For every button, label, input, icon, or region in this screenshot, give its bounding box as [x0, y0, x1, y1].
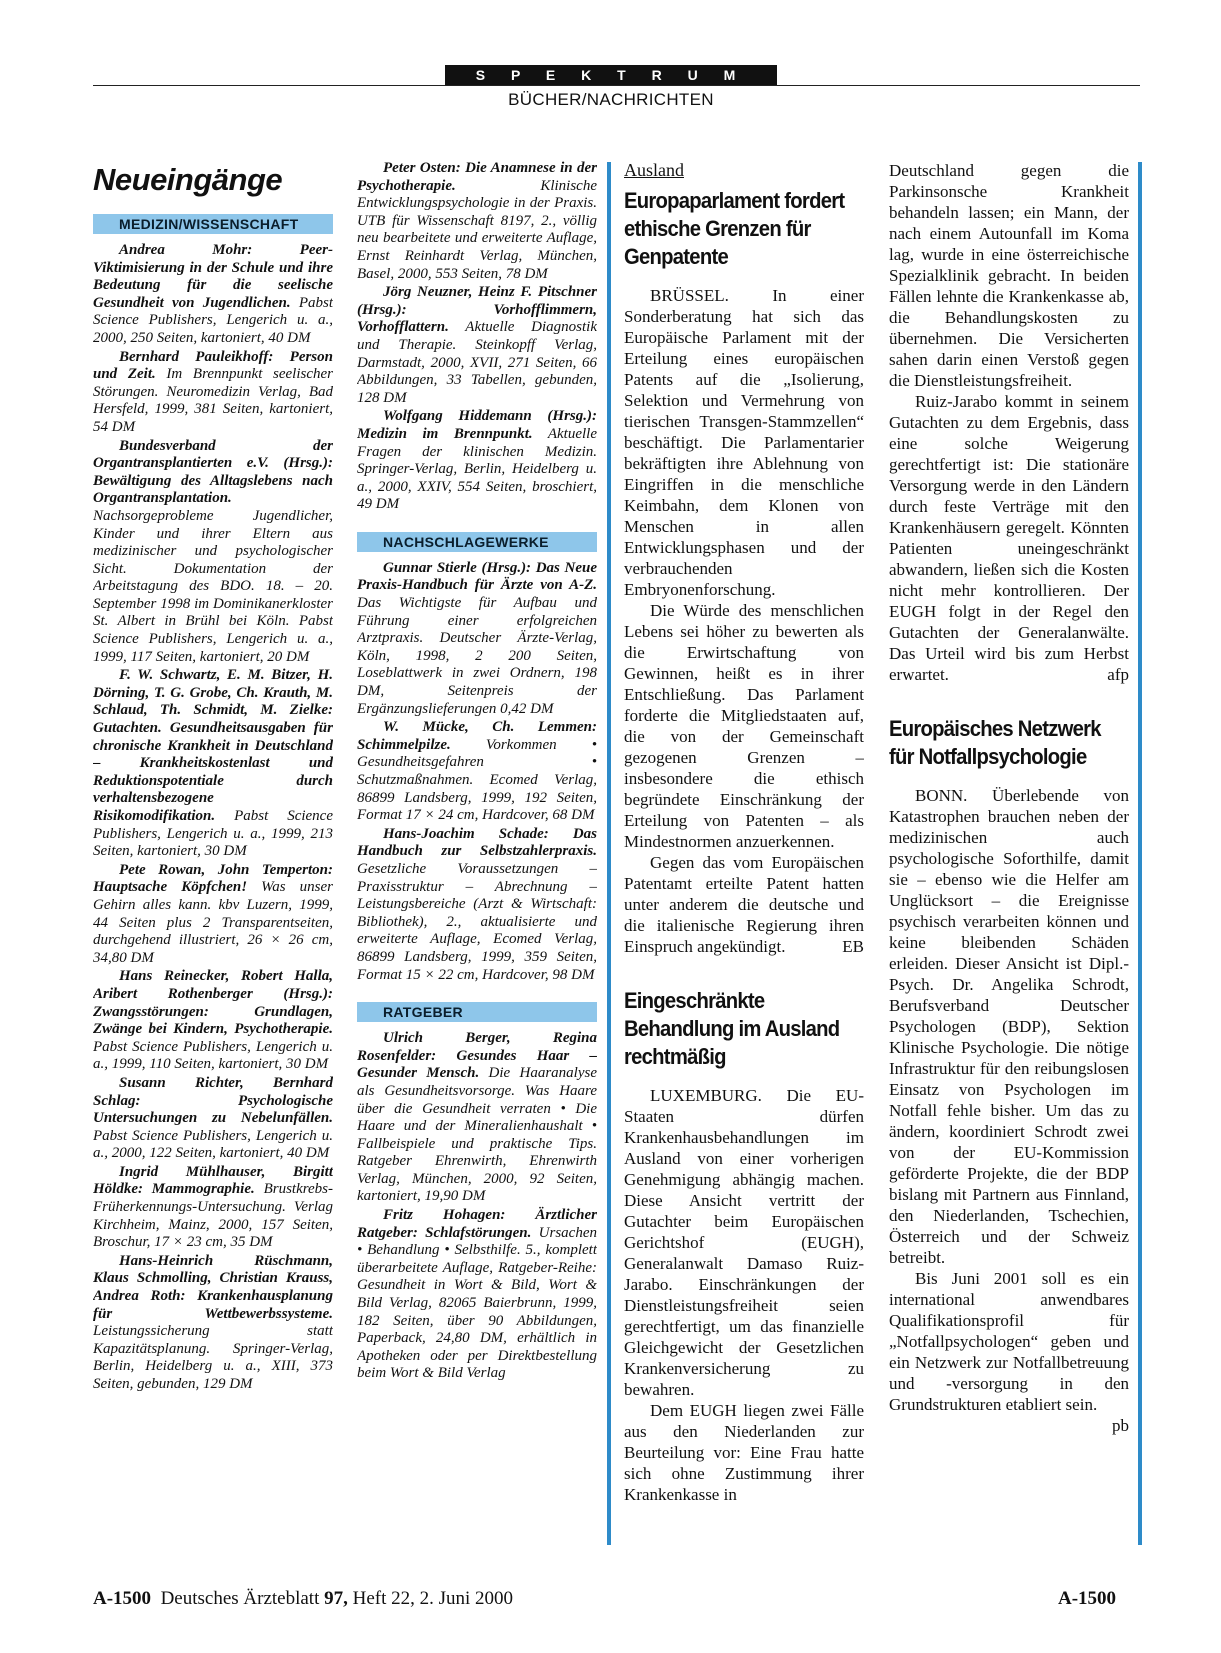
book-author-title: Fritz Hohagen: Ärztlicher Ratgeber: Schlafstörungen.: [357, 1207, 597, 1241]
article-title-notfallpsychologie: Europäisches Netzwerk für Notfallpsychologie: [889, 716, 1101, 769]
book-entry: [357, 1030, 597, 1206]
section-ratgeber: RATGEBER: [357, 1002, 597, 1022]
book-details: Klinische Entwicklungspsychologie in der Praxis. UTB für Wissenschaft 8197, 2., völlig neu bearbeitete und erweiterte Auflage, Ernst Reinhardt Verlag, München, Basel, 2000, 553 Seiten, 78 DM: [357, 177, 597, 282]
article-body-ausland: [624, 1085, 864, 1505]
book-entry: [357, 560, 597, 718]
book-details: Pabst Science Publishers, Lengerich u. a., 2000, 250 Seiten, kartoniert, 40 DM: [93, 294, 333, 346]
footer-citation: [93, 1588, 513, 1610]
column-news-1: [624, 160, 864, 1555]
book-entry: [357, 1207, 597, 1383]
entry-list-nachschlagewerke: [357, 560, 597, 984]
page-title: Neueingänge: [93, 162, 283, 197]
book-author-title: Wolfgang Hiddemann (Hrsg.): Medizin im Brennpunkt.: [357, 408, 597, 442]
column-divider-right: [1138, 162, 1142, 1545]
page-number-right: A-1500: [1058, 1588, 1117, 1609]
book-details: Pabst Science Publishers, Lengerich u. a., 2000, 122 Seiten, kartoniert, 40 DM: [93, 1127, 333, 1162]
book-entry: [93, 1075, 333, 1163]
paragraph: LUXEMBURG. Die EU-Staaten dürfen Krankenhausbehandlungen im Ausland von einer vorherigen Genehmigung abhängig machen. Diese Ansicht vertritt der Gutachter beim Europäischen Gerichtshof (EUGH), Generalanwalt Damaso Ruiz-Jarabo. Einschränkungen der Dienstleistungsfreiheit seien gerechtfertigt, um das finanzielle Gleichgewicht der Gesetzlichen Krankenversicherung zu bewahren.: [624, 1086, 864, 1399]
book-author-title: Hans-Heinrich Rüschmann, Klaus Schmolling, Christian Krauss, Andrea Roth: Krankenhausplanung für Wettbewerbssysteme.: [93, 1252, 333, 1322]
book-author-title: Gunnar Stierle (Hrsg.): Das Neue Praxis-Handbuch für Ärzte von A-Z.: [357, 559, 597, 594]
column-news-2: [889, 160, 1129, 1555]
paragraph: Deutschland gegen die Parkinsonsche Krankheit behandeln lassen; ein Mann, der nach einem Autounfall im Koma lag, wurde in eine österreichische Spezialklinik gebracht. In beiden Fällen lehnte die Krankenkasse ab, die Behandlungskosten zu übernehmen. Die Versicherten sahen darin einen Verstoß gegen die Dienstleistungsfreiheit.: [889, 161, 1129, 390]
signature: EB: [842, 937, 864, 956]
paragraph: Bis Juni 2001 soll es ein international anwendbares Qualifikationsprofil für „Notfallpsychologen“ geben und ein Netzwerk zur Notfallbetreuung und -versorgung in den Grundstrukturen etabliert sein. pb: [889, 1269, 1129, 1435]
subsection-label: BÜCHER/NACHRICHTEN: [508, 90, 714, 109]
book-entry: [357, 826, 597, 984]
signature: afp: [1107, 665, 1129, 684]
volume: 97,: [324, 1588, 348, 1609]
book-details: Nachsorgeprobleme Jugendlicher, Kinder und ihrer Eltern aus medizinischer und psychologischer Sicht. Dokumentation der Arbeitstagung des BDO. 18. – 20. September 1998 im Dominikanerkloster St. Albert in Brühl bei Köln. Pabst Science Publishers, Lengerich u. a., 1999, 117 Seiten, kartoniert, 20 DM: [93, 507, 333, 665]
paragraph: Dem EUGH liegen zwei Fälle aus den Niederlanden zur Beurteilung vor: Eine Frau hatte sich ohne Zustimmung ihrer Krankenkasse in: [624, 1401, 864, 1504]
book-details: Was unser Gehirn alles kann. kbv Luzern, 1999, 44 Seiten plus 2 Transparentseiten, durchgehend illustriert, 26 × 26 cm, 34,80 DM: [93, 879, 333, 966]
book-details: Aktuelle Diagnostik und Therapie. Steinkopff Verlag, Darmstadt, 2000, XVII, 271 Seiten, 66 Abbildungen, 33 Tabellen, gebunden, 128 DM: [357, 319, 597, 406]
article-title-ausland: Eingeschränkte Behandlung im Ausland rechtmäßig: [624, 988, 840, 1069]
book-author-title: Bundesverband der Organtransplantierten e.V. (Hrsg.): Bewältigung des Alltagslebens nach Organtransplantation.: [93, 437, 333, 507]
section-label: S P E K T R U M: [445, 65, 777, 85]
book-details: Leistungssicherung statt Kapazitätsplanung. Springer-Verlag, Berlin, Heidelberg u. a., XIII, 373 Seiten, gebunden, 129 DM: [93, 1323, 333, 1392]
book-entry: [357, 408, 597, 514]
book-author-title: Ulrich Berger, Regina Rosenfelder: Gesundes Haar – Gesunder Mensch.: [357, 1030, 597, 1082]
article-body-ausland-cont: [889, 160, 1129, 685]
book-details: Im Brennpunkt seelischer Störungen. Neuromedizin Verlag, Bad Hersfeld, 1999, 381 Seiten, kartoniert, 54 DM: [93, 366, 333, 435]
entry-list-medizin-cont: [357, 160, 597, 514]
book-details: Die Haaranalyse als Gesundheitsvorsorge. Was Haare über die Gesundheit verraten • Die Haare und der Mineralienhaushalt • Fallbeispiele und praktische Tips. Ratgeber Ehrenwirth, Ehrenwirth Verlag, München, 2000, 92 Seiten, kartoniert, 19,90 DM: [357, 1065, 597, 1205]
paragraph: Gegen das vom Europäischen Patentamt erteilte Patent hatten unter anderem die deutsche und die italienische Regierung ihren Einspruch angekündigt. EB: [624, 853, 864, 956]
book-entry: [357, 719, 597, 825]
paragraph: Die Würde des menschlichen Lebens sei höher zu bewerten als die Erwirtschaftung von Gewinnen, heißt es in ihrer Entschließung. Das Parlament forderte die Mitgliedstaaten auf, die von der Gemeinschaft gezogenen Grenzen – insbesondere die ethisch begründete Einschränkung der Erteilung von Patenten – als Mindestnormen anzuerkennen.: [624, 601, 864, 851]
section-medizin: MEDIZIN/WISSENSCHAFT: [93, 214, 333, 234]
book-details: Ursachen • Behandlung • Selbsthilfe. 5., komplett überarbeitete Auflage, Ratgeber-Reihe: Gesundheit in Wort & Bild, Wort & Bild Verlag, 82065 Baierbrunn, 1999, 182 Seiten, über 90 Abbildungen, Paperback, 24,80 DM, erhältlich in Apotheken oder per Direktbestellung beim Wort & Bild Verlag: [357, 1224, 597, 1382]
book-details: Das Wichtigste für Aufbau und Führung einer erfolgreichen Arztpraxis. Deutscher Ärzte-Verlag, Köln, 1998, 2 200 Seiten, Loseblattwerk in zwei Ordnern, 198 DM, Seitenpreis der Ergänzungslieferungen 0,42 DM: [357, 595, 597, 717]
book-entry: [93, 349, 333, 437]
paragraph: BONN. Überlebende von Katastrophen brauchen neben der medizinischen auch psychologische Soforthilfe, damit sie – ebenso wie die Helfer am Unglücksort – die Ereignisse psychisch verarbeiten können und keine bleibenden Schäden erleiden. Dieser Ansicht ist Dipl.-Psych. Dr. Angelika Schrodt, Berufsverband Deutscher Psychologen (BDP), Sektion Klinische Psychologie. Die nötige Infrastruktur für den reibungslosen Einsatz von Psychologen im Notfall fehle bisher. Um das zu ändern, koordiniert Schrodt zwei von der EU-Kommission geförderte Projekte, die der BDP bislang mit Partnern aus Finnland, den Niederlanden, Tschechien, Österreich und der Schweiz betreibt.: [889, 786, 1129, 1267]
page-number-left: A-1500: [93, 1588, 152, 1609]
column-divider-left: [607, 162, 611, 1545]
journal-name: Deutsches Ärzteblatt: [160, 1588, 320, 1609]
book-author-title: Andrea Mohr: Peer-Viktimisierung in der Schule und ihre Bedeutung für die seelische Gesundheit von Jugendlichen.: [93, 242, 333, 311]
book-details: Vorkommen • Gesundheitsgefahren • Schutzmaßnahmen. Ecomed Verlag, 86899 Landsberg, 1999, 192 Seiten, Format 17 × 24 cm, Hardcover, 68 DM: [357, 736, 597, 824]
book-author-title: Bernhard Pauleikhoff: Person und Zeit.: [93, 348, 333, 383]
book-author-title: Peter Osten: Die Anamnese in der Psychotherapie.: [357, 160, 597, 194]
book-author-title: Jörg Neuzner, Heinz F. Pitschner (Hrsg.): Vorhofflimmern, Vorhofflattern.: [357, 284, 597, 336]
book-author-title: W. Mücke, Ch. Lemmen: Schimmelpilze.: [357, 719, 597, 753]
book-details: Pabst Science Publishers, Lengerich u. a., 1999, 213 Seiten, kartoniert, 30 DM: [93, 808, 333, 860]
book-author-title: Hans-Joachim Schade: Das Handbuch zur Selbstzahlerpraxis.: [357, 825, 597, 860]
paragraph: Ruiz-Jarabo kommt in seinem Gutachten zu dem Ergebnis, dass eine solche Weigerung gerechtfertigt ist: Die stationäre Versorgung werde in den Ländern durch feste Verträge mit den Krankenhäusern geregelt. Könnten Patienten uneingeschränkt abwandern, ließen sich die Kosten nicht mehr kontrollieren. Der EUGH folgt in der Regel den Gutachten der Generalanwälte. Das Urteil wird bis zum Herbst erwartet. afp: [889, 392, 1129, 684]
book-author-title: Susann Richter, Bernhard Schlag: Psychologische Untersuchungen zu Nebelunfällen.: [93, 1074, 333, 1127]
entry-list-medizin: [93, 242, 333, 1394]
kicker-ausland: Ausland: [624, 160, 684, 180]
book-author-title: Pete Rowan, John Temperton: Hauptsache Köpfchen!: [93, 861, 333, 896]
book-entry: [93, 968, 333, 1074]
header-rule: [93, 85, 1140, 86]
section-nachschlagewerke: NACHSCHLAGEWERKE: [357, 532, 597, 552]
issue: Heft 22, 2. Juni 2000: [352, 1588, 514, 1609]
book-entry: [357, 160, 597, 283]
book-entry: [357, 284, 597, 407]
paragraph: BRÜSSEL. In einer Sonderberatung hat sich das Europäische Parlament mit der Erteilung eines europäischen Patents auf die „Isolierung, Selektion und Vermehrung von tierischen Transgen-Stammzellen“ beschäftigt. Die Parlamentarier bekräftigten ihre Ablehnung von Eingriffen in die menschliche Keimbahn, dem Klonen von Menschen in allen Entwicklungsphasen und der verbrauchenden Embryonenforschung.: [624, 286, 864, 599]
book-details: Gesetzliche Voraussetzungen – Praxisstruktur – Abrechnung – Leistungsbereiche (Arzt & Wirtschaft: Bibliothek), 2., aktualisierte und erweiterte Auflage, Ecomed Verlag, 86899 Landsberg, 1999, 359 Seiten, Format 15 × 22 cm, Hardcover, 98 DM: [357, 860, 597, 983]
book-author-title: F. W. Schwartz, E. M. Bitzer, H. Dörning, T. G. Grobe, Ch. Krauth, M. Schlaud, Th. Schmidt, M. Zielke: Gutachten. Gesundheitsausgaben für chronische Krankheit in Deutschland – Krankheitskostenlast und Reduktionspotentiale durch verhaltensbezogene Risikomodifikation.: [93, 667, 333, 824]
book-author-title: Ingrid Mühlhauser, Birgitt Höldke: Mammographie.: [93, 1163, 333, 1198]
article-title-genpatente: Europaparlament fordert ethische Grenzen für Genpatente: [624, 188, 845, 269]
book-entry: [93, 1164, 333, 1252]
book-author-title: Hans Reinecker, Robert Halla, Aribert Rothenberger (Hrsg.): Zwangsstörungen: Grundlagen, Zwänge bei Kindern, Psychotherapie.: [93, 968, 333, 1038]
signature: pb: [1112, 1416, 1129, 1435]
book-details: Pabst Science Publishers, Lengerich u. a., 1999, 110 Seiten, kartoniert, 30 DM: [93, 1038, 333, 1073]
book-entry: [93, 667, 333, 861]
column-books: [357, 160, 597, 1555]
book-entry: [93, 438, 333, 667]
article-body-genpatente: [624, 285, 864, 957]
book-details: Aktuelle Fragen der klinischen Medizin. Springer-Verlag, Berlin, Heidelberg u. a., 2000, XXIV, 554 Seiten, broschiert, 49 DM: [357, 425, 597, 513]
article-body-notfallpsychologie: [889, 785, 1129, 1435]
column-new-arrivals: [93, 160, 333, 1555]
book-entry: [93, 1253, 333, 1394]
entry-list-ratgeber: [357, 1030, 597, 1383]
book-details: Brustkrebs-Früherkennungs-Untersuchung. Verlag Kirchheim, Mainz, 2000, 157 Seiten, Broschur, 17 × 23 cm, 35 DM: [93, 1181, 333, 1251]
book-entry: [93, 242, 333, 348]
book-entry: [93, 862, 333, 968]
